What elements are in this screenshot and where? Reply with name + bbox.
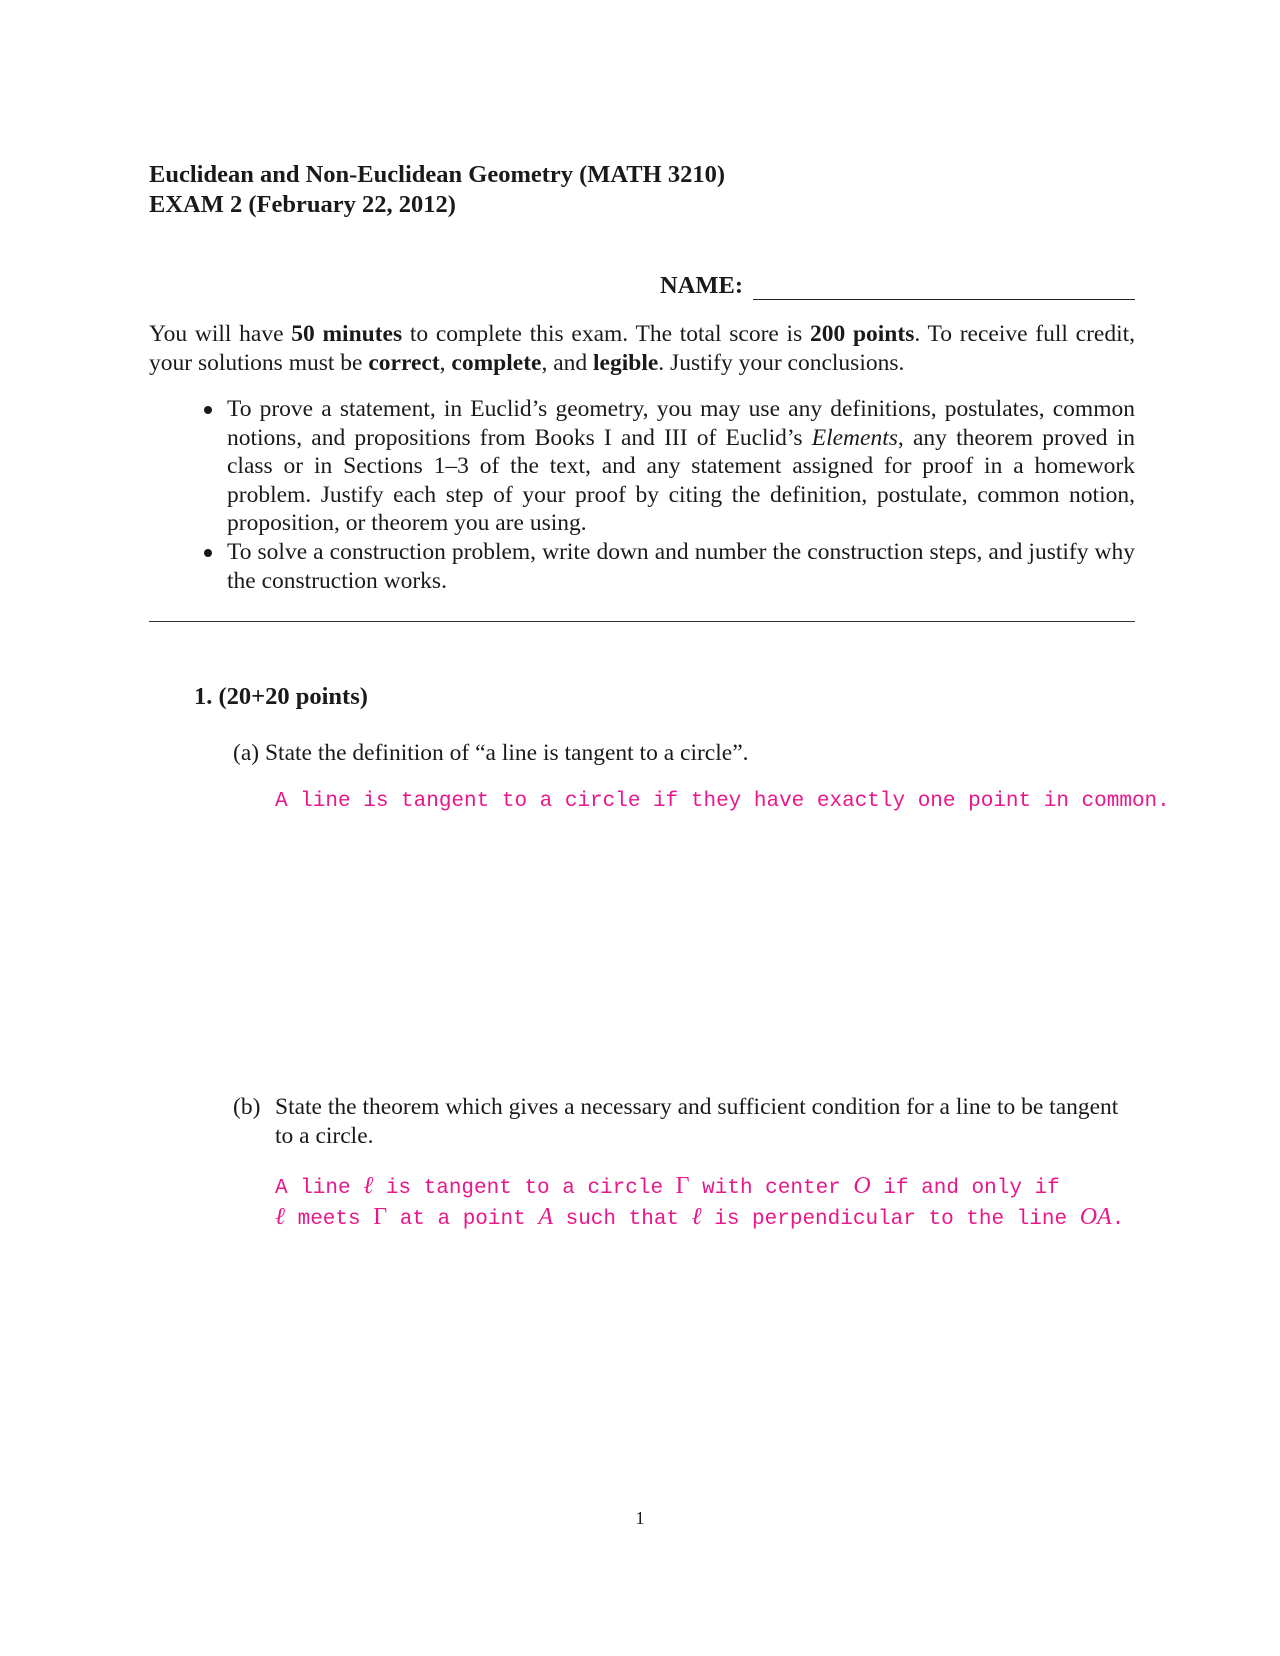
instruction-text: To solve a construction problem, write down and number the construction steps, and justify why the construction works. bbox=[227, 538, 1135, 594]
question-1b bbox=[233, 1093, 1135, 1151]
intro-text: to complete this exam. The total score is bbox=[402, 321, 810, 347]
question-1b-text: State the theorem which gives a necessary and sufficient condition for a line to be tangent to a circle. bbox=[275, 1094, 1119, 1149]
intro-text: . To receive full credit, your solutions must be bbox=[149, 321, 1136, 376]
answer-1b bbox=[275, 1172, 1124, 1234]
symbol-A: A bbox=[538, 1204, 553, 1230]
book-title: Elements bbox=[811, 424, 898, 451]
symbol-OA: OA bbox=[1079, 1204, 1112, 1230]
symbol-O: O bbox=[853, 1173, 871, 1199]
answer-1a: A line is tangent to a circle if they have exactly one point in common. bbox=[275, 790, 1170, 813]
instruction-proof bbox=[200, 395, 1135, 538]
keyword-legible: legible bbox=[593, 350, 659, 376]
question-1b-label: (b) bbox=[233, 1094, 261, 1120]
keyword-correct: correct bbox=[368, 350, 440, 376]
name-label: NAME: bbox=[660, 272, 744, 299]
name-field[interactable] bbox=[660, 272, 1135, 300]
name-blank-line[interactable] bbox=[753, 277, 1135, 300]
symbol-ell: ℓ bbox=[691, 1204, 702, 1230]
instruction-text: To prove a statement, in Euclid’s geometry, you may use any definitions, postulates, common notions, and propositions from Books I and III of Euclid’s bbox=[227, 396, 1135, 451]
symbol-ell: ℓ bbox=[275, 1204, 285, 1230]
symbol-gamma: Γ bbox=[675, 1173, 690, 1199]
instruction-list bbox=[200, 395, 1135, 595]
exam-instructions bbox=[149, 320, 1135, 378]
divider bbox=[149, 621, 1135, 622]
keyword-complete: complete bbox=[451, 350, 542, 376]
course-title: Euclidean and Non-Euclidean Geometry (MATH 3210) bbox=[149, 161, 725, 188]
exam-title: EXAM 2 (February 22, 2012) bbox=[149, 191, 456, 218]
question-1-heading: 1. (20+20 points) bbox=[194, 683, 368, 710]
symbol-gamma: Γ bbox=[373, 1204, 388, 1230]
instruction-construction bbox=[200, 538, 1135, 595]
symbol-ell: ℓ bbox=[363, 1173, 374, 1199]
intro-text: , bbox=[439, 350, 452, 376]
question-1a bbox=[233, 740, 749, 767]
answer-1b-line-2: ℓ meets Γ at a point A such that ℓ is perpendicular to the line OA. bbox=[275, 1204, 1125, 1231]
intro-text: , and bbox=[541, 350, 594, 376]
intro-text: . Justify your conclusions. bbox=[658, 350, 905, 376]
question-1a-text: State the definition of “a line is tangent to a circle”. bbox=[264, 740, 749, 766]
instruction-text: , any theorem proved in class or in Sections 1–3 of the text, and any statement assigned for proof in a homework problem. Justify each step of your proof by citing the definition, postulate, common notion, proposition, or theorem you are using. bbox=[227, 424, 1135, 537]
bullet-icon bbox=[204, 406, 212, 414]
intro-text: You will have bbox=[149, 321, 292, 347]
exam-header bbox=[149, 160, 725, 220]
total-score: 200 points bbox=[809, 321, 915, 347]
question-1a-label: (a) bbox=[233, 740, 260, 766]
bullet-icon bbox=[204, 549, 212, 557]
answer-1b-line-1: A line ℓ is tangent to a circle Γ with center O if and only if bbox=[275, 1173, 1060, 1200]
page-number: 1 bbox=[635, 1508, 645, 1528]
exam-duration: 50 minutes bbox=[291, 321, 403, 347]
